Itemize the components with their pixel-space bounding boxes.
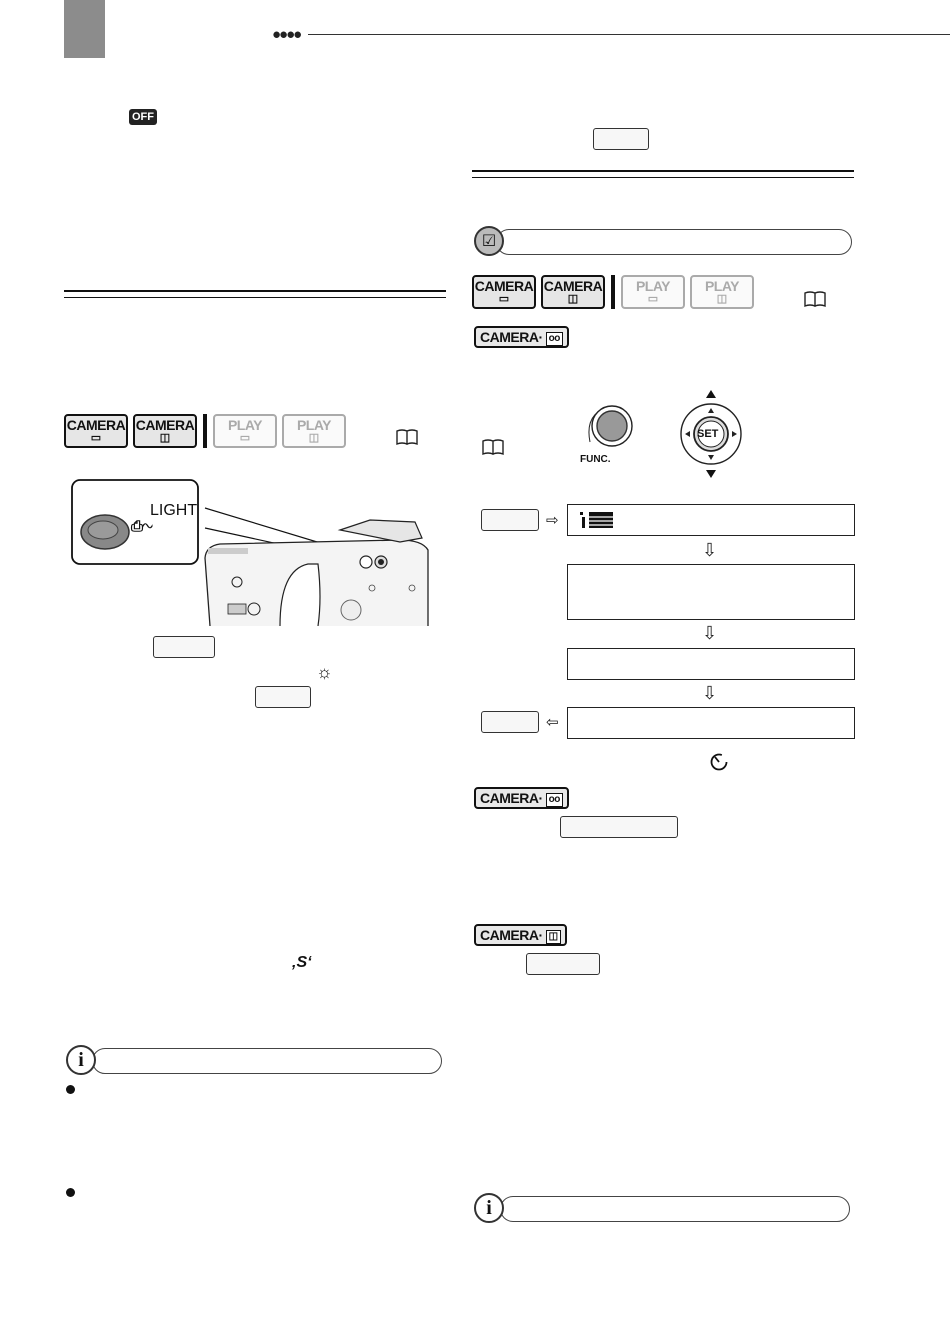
mode-play-tape bbox=[213, 414, 277, 448]
light-label: LIGHT bbox=[150, 502, 198, 519]
mode-separator bbox=[203, 414, 207, 448]
info-icon: i bbox=[474, 1193, 504, 1223]
button-placeholder bbox=[593, 128, 649, 150]
mode-label: CAMERA bbox=[474, 278, 534, 294]
tape-icon: ▭ bbox=[90, 432, 102, 444]
mode-camera-tape bbox=[64, 414, 128, 448]
check-bar bbox=[496, 229, 852, 255]
flow-box-2 bbox=[567, 564, 855, 620]
chapter-tab bbox=[64, 0, 105, 58]
mode-label: CAMERA bbox=[135, 417, 195, 433]
func-button-illustration bbox=[584, 402, 644, 452]
set-label: SET bbox=[697, 428, 719, 440]
arrow-right-icon: ⇨ bbox=[546, 512, 559, 529]
button-placeholder bbox=[153, 636, 215, 658]
arrow-down-icon: ⇩ bbox=[702, 540, 718, 560]
button-placeholder bbox=[481, 711, 539, 733]
off-icon: OFF bbox=[129, 109, 157, 125]
card-icon: ◫ bbox=[546, 930, 561, 944]
mode-label: CAMERA bbox=[66, 417, 126, 433]
note-bar bbox=[92, 1048, 442, 1074]
tape-icon: oo bbox=[546, 793, 563, 807]
tape-icon: oo bbox=[546, 332, 563, 346]
arrow-down-icon: ⇩ bbox=[702, 623, 718, 643]
button-placeholder bbox=[481, 509, 539, 531]
book-icon bbox=[396, 428, 418, 451]
section-rule-bottom bbox=[64, 297, 446, 298]
tape-icon: ▭ bbox=[498, 293, 510, 305]
mode-camera-card bbox=[541, 275, 605, 309]
mode-label: PLAY bbox=[296, 417, 332, 433]
menu-list-icon bbox=[578, 510, 618, 535]
camera-illustration bbox=[70, 478, 430, 626]
mode-play-tape bbox=[621, 275, 685, 309]
card-icon: ◫ bbox=[716, 293, 728, 305]
sun-icon: ☼ bbox=[316, 662, 333, 682]
card-icon: ◫ bbox=[567, 293, 579, 305]
bullet bbox=[66, 1085, 75, 1094]
note-bar bbox=[500, 1196, 850, 1222]
tag-label: CAMERA· bbox=[480, 329, 543, 345]
card-icon: ◫ bbox=[159, 432, 171, 444]
book-icon bbox=[482, 438, 504, 461]
mode-label: PLAY bbox=[227, 417, 263, 433]
arrow-left-icon: ⇦ bbox=[546, 714, 559, 731]
func-label: FUNC. bbox=[580, 454, 611, 465]
header-dots: ●●●● bbox=[272, 26, 301, 43]
button-placeholder bbox=[255, 686, 311, 708]
mode-play-card bbox=[282, 414, 346, 448]
mode-label: CAMERA bbox=[543, 278, 603, 294]
info-icon: i bbox=[66, 1045, 96, 1075]
mode-play-card bbox=[690, 275, 754, 309]
mode-label: PLAY bbox=[704, 278, 740, 294]
mode-label: PLAY bbox=[635, 278, 671, 294]
flow-box-1 bbox=[567, 504, 855, 536]
card-icon: ◫ bbox=[308, 432, 320, 444]
camera-tape-tag bbox=[474, 787, 569, 809]
book-icon bbox=[804, 290, 826, 313]
flow-box-4 bbox=[567, 707, 855, 739]
tape-icon: ▭ bbox=[647, 293, 659, 305]
arrow-down-icon: ⇩ bbox=[702, 683, 718, 703]
tag-label: CAMERA· bbox=[480, 790, 543, 806]
bullet bbox=[66, 1188, 75, 1197]
checklist-icon: ☑ bbox=[474, 226, 504, 256]
mode-camera-tape bbox=[472, 275, 536, 309]
mode-separator bbox=[611, 275, 615, 309]
tape-icon: ▭ bbox=[239, 432, 251, 444]
tag-label: CAMERA· bbox=[480, 927, 543, 943]
mode-camera-card bbox=[133, 414, 197, 448]
section-rule-bottom bbox=[472, 177, 854, 178]
flow-box-3 bbox=[567, 648, 855, 680]
section-rule-top bbox=[64, 290, 446, 292]
camera-tape-tag bbox=[474, 326, 569, 348]
self-timer-icon bbox=[708, 750, 730, 777]
header-line bbox=[308, 34, 950, 35]
superrange-icon: ‚S‘ bbox=[292, 954, 312, 971]
button-placeholder bbox=[560, 816, 678, 838]
button-placeholder bbox=[526, 953, 600, 975]
light-symbol-icon: ⎙∿ bbox=[131, 518, 153, 535]
section-rule-top bbox=[472, 170, 854, 172]
camera-card-tag bbox=[474, 924, 567, 946]
